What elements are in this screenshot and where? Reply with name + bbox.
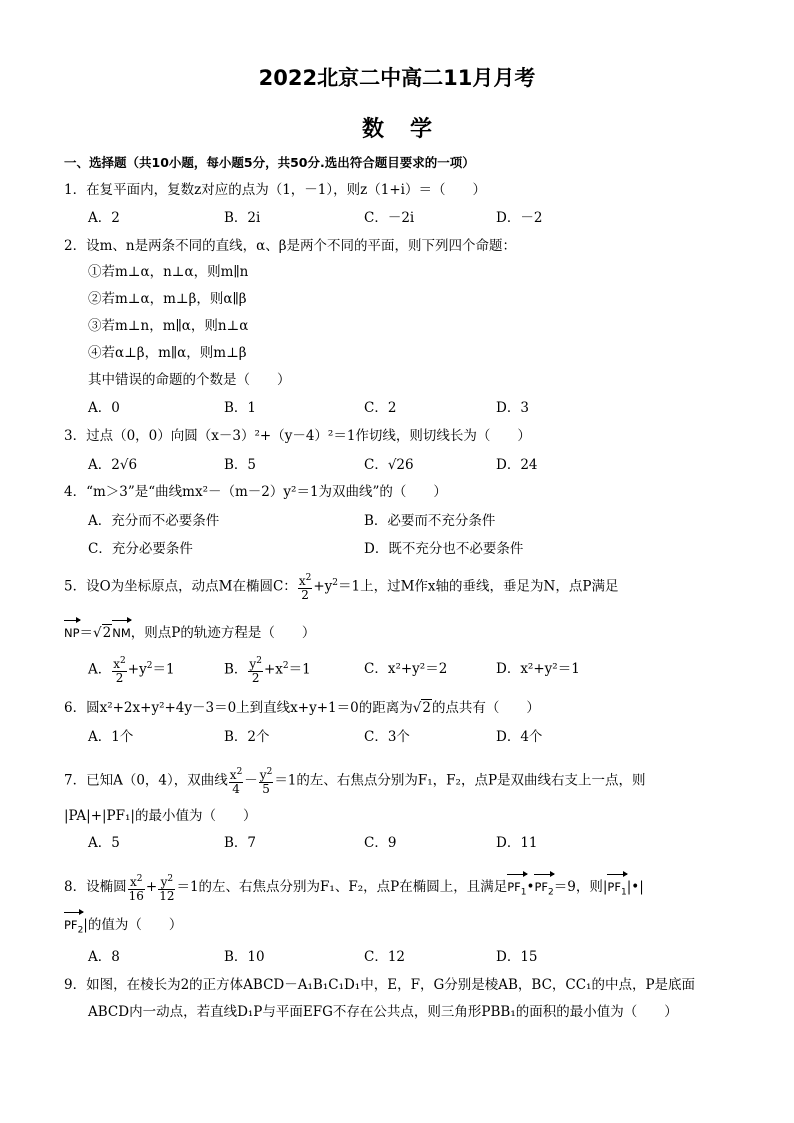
q5-stem-line1: 5．设O为坐标原点，动点M在椭圆C： $\frac{x^2}{2}$ $+y^2=1$上，过M作x轴的垂线，垂足为N，点P满足 xyxy=(64,573,619,602)
q5-stem-line2: NP＝√2NM，则点P的轨迹方程是（ ） xyxy=(64,618,734,643)
q6-option-c: C．3个 xyxy=(364,729,410,745)
q3-option-b: B．5 xyxy=(224,457,257,473)
q7-option-a: A．5 xyxy=(88,835,120,851)
q3-option-c: C．√26 xyxy=(364,457,414,473)
q2-stem: 2．设m、n是两条不同的直线，α、β是两个不同的平面，则下列四个命题： xyxy=(64,238,517,254)
q2-question: 其中错误的命题的个数是（ ） xyxy=(88,372,291,388)
nm-vector: NM xyxy=(112,618,131,643)
q5-ellipse-fraction: $\frac{x^2}{2}$ xyxy=(298,573,312,602)
q2-option-c: C．2 xyxy=(364,400,397,416)
q7-option-d: D．11 xyxy=(496,835,538,851)
q2-statement-3: ③若m⊥n，m∥α，则n⊥α xyxy=(88,318,249,334)
q2-statement-4: ④若α⊥β，m∥α，则m⊥β xyxy=(88,345,247,361)
q9-stem-line2: ABCD内一动点，若直线D₁P与平面EFG不存在公共点，则三角形PBB₁的面积的最小值为（ ） xyxy=(88,1004,678,1020)
q3-option-d: D．24 xyxy=(496,457,538,473)
np-vector: NP xyxy=(64,618,80,643)
q1-option-d: D．－2 xyxy=(496,210,543,226)
q8-option-b: B．10 xyxy=(224,949,265,965)
q2-option-a: A．0 xyxy=(88,400,120,416)
q1-option-a: A．2 xyxy=(88,210,120,226)
q5-stem-part-a: 5．设O为坐标原点，动点M在椭圆C： xyxy=(64,578,297,595)
q2-statement-1: ①若m⊥α，n⊥α，则m∥n xyxy=(88,264,249,280)
q9-stem-line1: 9．如图，在棱长为2的正方体ABCD－A₁B₁C₁D₁中，E，F，G分别是棱AB，BC，CC₁的中点，P是底面 xyxy=(64,977,696,993)
q2-option-b: B．1 xyxy=(224,400,257,416)
q2-statement-2: ②若m⊥α，m⊥β，则α∥β xyxy=(88,291,247,307)
exam-subject: 数学 xyxy=(361,117,458,142)
q5-option-d: D．x²+y²＝1 xyxy=(496,661,580,677)
q7-option-c: C．9 xyxy=(364,835,397,851)
q1-option-b: B．2i xyxy=(224,210,261,226)
section-heading: 一、选择题（共10小题，每小题5分，共50分.选出符合题目要求的一项） xyxy=(64,155,475,170)
q6-stem: 6．圆x²+2x+y²+4y－3＝0上到直线x+y+1＝0的距离为√2的点共有（ ） xyxy=(64,700,540,716)
q2-option-d: D．3 xyxy=(496,400,529,416)
q5-option-c: C．x²+y²＝2 xyxy=(364,661,448,677)
q7-stem-line1: 7．已知A（0，4），双曲线 $\frac{x^2}{4}$ － $\frac{y^2}{5}$ ＝1的左、右焦点分别为F₁，F₂，点P是双曲线右支上一点，则 xyxy=(64,767,646,796)
q6-option-d: D．4个 xyxy=(496,729,543,745)
q3-stem: 3．过点（0，0）向圆（x－3）²+（y－4）²＝1作切线，则切线长为（ ） xyxy=(64,428,531,444)
q4-option-a: A．充分而不必要条件 xyxy=(88,513,220,529)
q6-option-a: A．1个 xyxy=(88,729,134,745)
q4-option-c: C．充分必要条件 xyxy=(88,541,193,557)
q3-option-a: A．2√6 xyxy=(88,457,138,473)
q6-option-b: B．2个 xyxy=(224,729,270,745)
q1-stem: 1．在复平面内，复数z对应的点为（1，－1），则z（1+i）＝（ ） xyxy=(64,182,486,198)
q8-stem-line1: 8．设椭圆 $\frac{x^2}{16}$ + $\frac{y^2}{12}$ ＝1的左、右焦点分别为F₁、F₂，点P在椭圆上，且满足$PF_1•PF_2=9$，则$|PF_1|•|$ xyxy=(64,873,644,903)
q1-option-c: C．－2i xyxy=(364,210,415,226)
q8-stem-line2: $PF_2|$的值为（ ） xyxy=(64,910,734,940)
q5-option-a: A． $\frac{x^2}{2}$ $+y^2=1$ xyxy=(88,656,175,685)
exam-title: 2022北京二中高二11月月考 xyxy=(258,66,536,90)
q5-stem-part-c: ，则点P的轨迹方程是（ ） xyxy=(130,625,316,641)
q5-option-b: B． $\frac{y^2}{2}$ $+x^2=1$ xyxy=(224,656,311,685)
q8-option-a: A．8 xyxy=(88,949,120,965)
q4-stem: 4．“m＞3”是“曲线mx²－（m－2）y²＝1为双曲线”的（ ） xyxy=(64,484,447,500)
q5-stem-part-b: 上，过M作x轴的垂线，垂足为N，点P满足 xyxy=(360,578,619,595)
q8-option-c: C．12 xyxy=(364,949,406,965)
q4-option-d: D．既不充分也不必要条件 xyxy=(364,541,524,557)
q7-stem-line2: |PA|+|PF₁|的最小值为（ ） xyxy=(64,808,257,824)
q7-option-b: B．7 xyxy=(224,835,257,851)
q4-option-b: B．必要而不充分条件 xyxy=(364,513,496,529)
q8-option-d: D．15 xyxy=(496,949,538,965)
